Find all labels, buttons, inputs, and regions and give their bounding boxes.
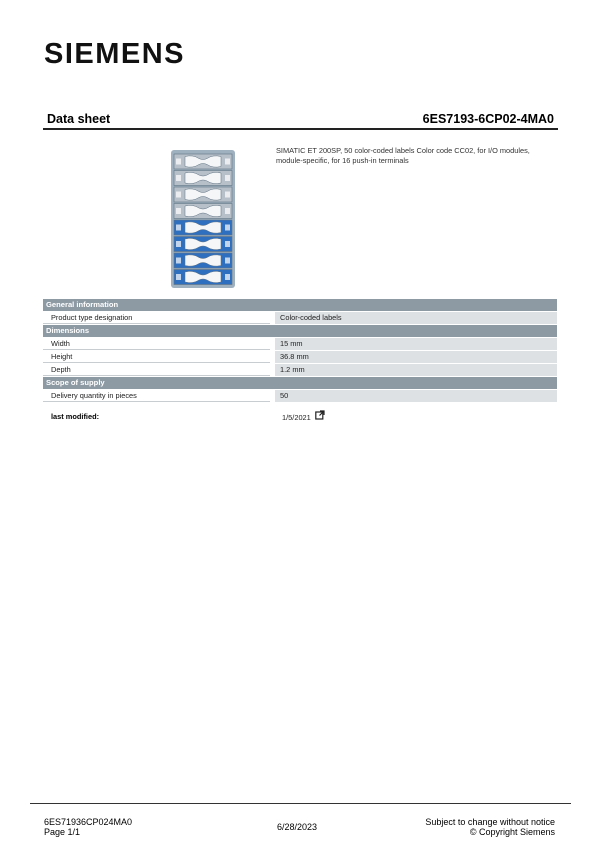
spec-label: Product type designation <box>43 312 270 324</box>
spec-table <box>43 299 557 403</box>
spec-row <box>43 364 557 376</box>
spec-value: 50 <box>275 390 557 402</box>
part-number-title: 6ES7193-6CP02-4MA0 <box>422 112 554 126</box>
last-modified-label: last modified: <box>51 412 100 421</box>
title-divider <box>43 128 558 130</box>
spec-row <box>43 351 557 363</box>
spec-value: Color-coded labels <box>275 312 557 324</box>
spec-row <box>43 338 557 350</box>
external-link-icon[interactable] <box>315 410 325 420</box>
footer-copyright: © Copyright Siemens <box>469 827 555 837</box>
spec-label: Height <box>43 351 270 363</box>
spec-value: 15 mm <box>275 338 557 350</box>
last-modified-value: 1/5/2021 <box>282 413 311 422</box>
siemens-logo: SIEMENS <box>44 38 186 70</box>
footer-disclaimer: Subject to change without notice <box>425 817 555 827</box>
spec-label: Depth <box>43 364 270 376</box>
doc-type-title: Data sheet <box>47 112 111 126</box>
spec-label: Delivery quantity in pieces <box>43 390 270 402</box>
spec-row <box>43 390 557 402</box>
section-header: General information <box>43 299 557 311</box>
spec-value: 36.8 mm <box>275 351 557 363</box>
section-header: Scope of supply <box>43 377 557 389</box>
footer-divider <box>30 803 571 804</box>
footer-order-number: 6ES71936CP024MA0 <box>44 817 133 827</box>
spec-label: Width <box>43 338 270 350</box>
spec-value: 1.2 mm <box>275 364 557 376</box>
footer-date: 6/28/2023 <box>277 822 318 832</box>
section-header: Dimensions <box>43 325 557 337</box>
product-description: SIMATIC ET 200SP, 50 color-coded labels Color code CC02, for I/O modules, module-specific, for 16 push-in terminals <box>276 146 530 165</box>
color-coded-label-strip-image <box>171 150 235 288</box>
spec-row <box>43 312 557 324</box>
footer-page: Page 1/1 <box>44 827 81 837</box>
